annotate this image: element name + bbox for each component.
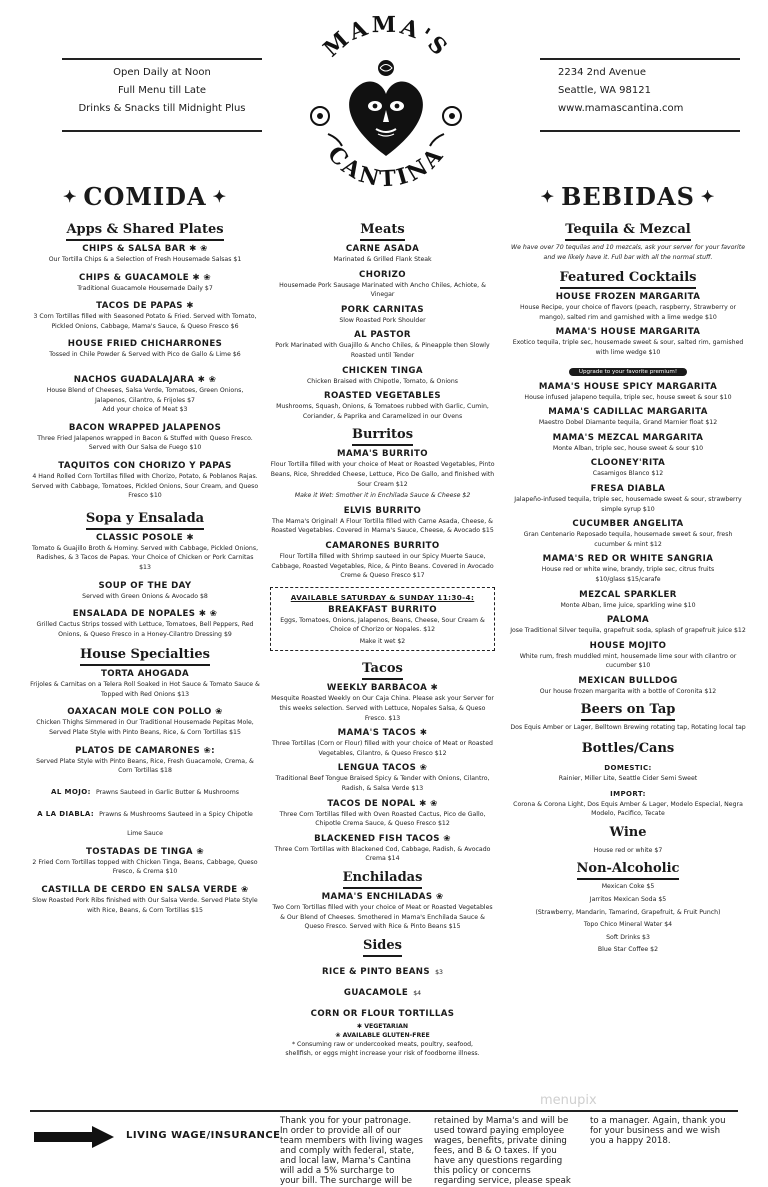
menu-item: TORTA AHOGADA Frijoles & Carnitas on a Telera Roll Soaked in Hot Sauce & Tomato Sauce & Topped with Red Onions $13 <box>30 669 260 698</box>
section-title-sides: Sides <box>270 938 495 953</box>
menu-item: WEEKLY BARBACOA ✱ Mesquite Roasted Weekly on Our Caja China. Please ask your Server for this weeks selection. Served with Lettuce, Nopales Salsa, & Queso Fresco. $13 <box>271 683 494 722</box>
import-beers: Corona & Corona Light, Dos Equis Amber & Lager, Modelo Especial, Negra Modelo, Pacifico, Tecate <box>513 800 743 818</box>
side-item: GUACAMOLE $4 <box>343 987 422 998</box>
menu-item: CAMARONES BURRITO Flour Tortilla filled with Shrimp sauteed in our Spicy Muerte Sauce, Cabbage, Roasted Vegetables, Rice, & Pinto Beans. Covered in Avocado Creme & Queso Fresco $17 <box>271 540 494 580</box>
heart-face-icon <box>298 6 474 202</box>
breakfast-burrito-extra: Make it wet $2 <box>359 637 406 645</box>
breakfast-burrito-desc: Eggs, Tomatoes, Onions, Jalapenos, Beans, Cheese, Sour Cream & Choice of Chorizo or Nopales. $12 <box>280 616 485 634</box>
section-title-bottles: Bottles/Cans <box>581 741 675 757</box>
menu-item: CHICKEN TINGA Chicken Braised with Chipotle, Tomato, & Onions <box>306 365 458 385</box>
drink-item: MAMA'S RED OR WHITE SANGRIA House red or white wine, brandy, triple sec, citrus fruits $10/glass $15/carafe <box>541 554 715 583</box>
section-title-nonalc: Non-Alcoholic <box>508 861 748 876</box>
menu-item: LENGUA TACOS ❀ Traditional Beef Tongue Braised Spicy & Tender with Onions, Cilantro, Radish, & Salsa Verde $13 <box>275 763 490 793</box>
menu-item: ENSALADA DE NOPALES ✱ ❀ Grilled Cactus Strips tossed with Lettuce, Tomatoes, Bell Peppers, Red Onions, & Queso Fresco in a Honey-Cilantro Dressing $9 <box>36 609 254 638</box>
drink-item: MAMA'S HOUSE MARGARITA Exotico tequila, triple sec, housemade sweet & sour, salted rim, garnished with lime wedge $10 Upgrade to your favorite premium! <box>512 327 744 375</box>
nonalc-item: Mexican Coke $5 <box>601 883 655 891</box>
menu-item: TACOS DE NOPAL ✱ ❀ Three Corn Tortillas filled with Oven Roasted Cactus, Pico de Gallo, Chipotle Crema Sauce, & Queso Fresco $12 <box>279 798 486 828</box>
bebidas-column <box>508 176 748 955</box>
header-rule-left-bottom <box>62 130 262 132</box>
menu-item: OAXACAN MOLE CON POLLO ❀ Chicken Thighs Simmered in Our Traditional Housemade Pepitas Mole, Served Plate Style with Pinto Beans, Rice, & Corn Tortillas $15 <box>36 707 254 737</box>
mamas-cantina-logo <box>298 6 474 202</box>
logo-bottom-text: CANTINA <box>322 141 450 193</box>
hours-block <box>62 64 262 118</box>
weekend-label: AVAILABLE SATURDAY & SUNDAY 11:30-4: <box>290 592 475 602</box>
bebidas-title-text: BEBIDAS <box>561 181 695 211</box>
section-title-beers: Beers on Tap <box>508 702 748 717</box>
domestic-label: DOMESTIC: <box>604 764 652 773</box>
logo-top-text: MAMA'S <box>318 11 454 63</box>
nonalc-item: Soft Drinks $3 <box>606 933 650 941</box>
mains-column <box>270 222 495 1058</box>
menu-item: MAMA'S ENCHILADAS ❀ Two Corn Tortillas filled with your choice of Meat or Roasted Vegetables & Our Blend of Cheeses. Smothered in Mama's Enchilada Sauce & Queso Fresco. Served with Rice & Pinto Beans $15 <box>272 892 493 931</box>
menu-item: NACHOS GUADALAJARA ✱ ❀ House Blend of Cheeses, Salsa Verde, Tomatoes, Green Onions, Jalapenos, Cilantro, & Frijoles $7 Add your choice of Meat $3 <box>46 374 244 414</box>
drink-item: CUCUMBER ANGELITA Gran Centenario Reposado tequila, housemade sweet & sour, fresh cucumber & mint $12 <box>523 519 733 548</box>
hours-line: Drinks & Snacks till Midnight Plus <box>78 103 246 114</box>
menu-item: AL PASTOR Pork Marinated with Guajillo & Ancho Chiles, & Pineapple then Slowly Roasted until Tender <box>275 330 490 359</box>
section-title-enchiladas: Enchiladas <box>270 870 495 885</box>
tequila-desc: We have over 70 tequilas and 10 mezcals, ask your server for your favorite and we likely have it. Full bar with all the normal stuff. <box>510 244 745 261</box>
star-icon: ✦ <box>212 186 228 206</box>
legend-vegetarian: ✱ VEGETARIAN <box>356 1022 409 1030</box>
premium-upgrade-badge: Upgrade to your favorite premium! <box>569 368 687 376</box>
header-rule-right-top <box>540 58 740 60</box>
menu-item: PORK CARNITAS Slow Roasted Pork Shoulder <box>339 304 426 324</box>
drink-item: PALOMA Jose Traditional Silver tequila, grapefruit soda, splash of grapefruit juice $12 <box>510 615 746 635</box>
section-title-tequila: Tequila & Mezcal <box>508 222 748 237</box>
menu-item: ROASTED VEGETABLES Mushrooms, Squash, Onions, & Tomatoes rubbed with Garlic, Cumin, Coriander, & Paprika and Caramelized in our Ovens <box>276 391 489 420</box>
menu-item: BACON WRAPPED JALAPENOS Three Fried Jalapenos wrapped in Bacon & Stuffed with Queso Fresco. Served with Our Salsa de Fuego $10 <box>37 422 253 452</box>
section-title-tacos: Tacos <box>270 661 495 676</box>
address-block <box>540 64 740 118</box>
svg-text:MAMA'S <box>318 12 453 63</box>
watermark: menupix <box>540 1093 597 1108</box>
section-title-meats: Meats <box>270 222 495 237</box>
menu-item: CHORIZO Housemade Pork Sausage Marinated with Ancho Chiles, Achiote, & Vinegar <box>279 269 486 299</box>
nonalc-item: Topo Chico Mineral Water $4 <box>583 921 673 929</box>
address-city: Seattle, WA 98121 <box>558 85 651 96</box>
weekend-breakfast-box <box>270 587 495 652</box>
raw-food-warning: * Consuming raw or undercooked meats, poultry, seafood, shellfish, or eggs might increase your risk of foodborne illness. <box>285 1040 480 1057</box>
menu-item: CARNE ASADA Marinated & Grilled Flank Steak <box>333 244 432 263</box>
import-label: IMPORT: <box>610 789 646 798</box>
menu-item: MAMA'S BURRITO Flour Tortilla filled with your choice of Meat or Roasted Vegetables, Pinto Beans, Rice, Shredded Cheese, Lettuce, Pico De Gallo, and finished with Sour Cream $12 Make it Wet: Smother it in Enchilada Sauce & Cheese $2 <box>270 449 495 500</box>
nonalc-item: Blue Star Coffee $2 <box>597 946 659 954</box>
comida-title-text: COMIDA <box>83 181 207 211</box>
menu-item: TOSTADAS DE TINGA ❀ 2 Fried Corn Tortillas topped with Chicken Tinga, Beans, Cabbage, Queso Fresco, & Crema $10 <box>32 846 258 876</box>
star-icon: ✦ <box>700 186 716 206</box>
menu-item: TAQUITOS CON CHORIZO Y PAPAS 4 Hand Rolled Corn Tortillas filled with Chorizo, Potato, & Poblanos Rajas. Served with Cabbage, Tomatoes, Pickled Onions, Sour Cream, and Queso Fresco $10 <box>31 460 259 500</box>
menu-item: CHIPS & SALSA BAR ✱ ❀ Our Tortilla Chips & a Selection of Fresh Housemade Salsas $1 <box>48 244 242 263</box>
website-link[interactable]: www.mamascantina.com <box>558 103 684 114</box>
section-title-burritos: Burritos <box>270 427 495 442</box>
star-icon: ✦ <box>540 186 556 206</box>
nonalc-item: (Strawberry, Mandarin, Tamarind, Grapefruit, & Fruit Punch) <box>535 908 721 916</box>
hours-line: Open Daily at Noon <box>113 67 211 78</box>
section-title-wine: Wine <box>609 824 647 840</box>
drink-item: MEXICAN BULLDOG Our house frozen margarita with a bottle of Coronita $12 <box>539 675 717 695</box>
footer-note-col2: retained by Mama's and will be used toward paying employee wages, benefits, private dining fees, and B & O taxes. If you have any questions regarding this policy or concerns regarding service, please speak <box>434 1116 571 1186</box>
drink-item: MEZCAL SPARKLER Monte Alban, lime juice, sparkling wine $10 <box>560 589 696 609</box>
hours-line: Full Menu till Late <box>117 85 207 96</box>
bebidas-title <box>508 176 748 216</box>
side-item: RICE & PINTO BEANS $3 <box>322 966 443 977</box>
menu-item: BLACKENED FISH TACOS ❀ Three Corn Tortillas with Blackened Cod, Cabbage, Radish, & Avocado Crema $14 <box>274 833 491 863</box>
menu-item: PLATOS DE CAMARONES ❀: Served Plate Style with Pinto Beans, Rice, Fresh Guacamole, Crema, & Corn Tortillas $18 <box>36 745 254 775</box>
arrow-right-icon <box>34 1126 114 1148</box>
breakfast-burrito-name: BREAKFAST BURRITO <box>328 604 437 615</box>
header-rule-right-bottom <box>540 130 740 132</box>
drink-item: MAMA'S MEZCAL MARGARITA Monte Alban, triple sec, house sweet & sour $10 <box>552 432 704 452</box>
address-street: 2234 2nd Avenue <box>558 67 647 78</box>
domestic-beers: Rainier, Miller Lite, Seattle Cider Semi Sweet <box>558 775 698 783</box>
section-title-sopa: Sopa y Ensalada <box>30 511 260 526</box>
comida-title <box>30 176 260 216</box>
drink-item: FRESA DIABLA Jalapeño-infused tequila, triple sec, housemade sweet & sour, strawberry simple syrup $10 <box>514 483 742 513</box>
menu-item: CLASSIC POSOLE ✱ Tomato & Guajillo Broth & Hominy. Served with Cabbage, Pickled Onions, Radishes, & 3 Tacos de Papas. Your Choice of Chicken or Pork Carnitas $13 <box>31 532 259 571</box>
menu-item: SOUP OF THE DAY Served with Green Onions & Avocado $8 <box>82 580 208 600</box>
menu-item: HOUSE FRIED CHICHARRONES Tossed in Chile Powder & Served with Pico de Gallo & Lime $6 <box>49 339 241 359</box>
header-rule-left-top <box>62 58 262 60</box>
living-wage-label: LIVING WAGE/INSURANCE <box>126 1130 281 1141</box>
side-item: CORN OR FLOUR TORTILLAS <box>310 1008 455 1019</box>
menu-item: ELVIS BURRITO The Mama's Original! A Flour Tortilla filled with Carne Asada, Cheese, & Roasted Vegetables. Covered in Mama's Sauce, Cheese, & Avocado $15 <box>271 505 494 535</box>
drink-item: HOUSE FROZEN MARGARITA House Recipe, your choice of flavors (peach, raspberry, Strawberry or mango), salted rim and garnished with a lime wedge $10 <box>519 292 737 321</box>
menu-item: CASTILLA DE CERDO EN SALSA VERDE ❀ Slow Roasted Pork Ribs finished with Our Salsa Verde. Served Plate Style with Rice, Beans, & Corn Tortillas $15 <box>32 885 258 914</box>
wine-desc: House red or white $7 <box>593 846 663 854</box>
menu-item: CHIPS & GUACAMOLE ✱ ❀ Traditional Guacamole Housemade Daily $7 <box>77 272 213 292</box>
section-title-apps: Apps & Shared Plates <box>30 222 260 237</box>
beers-desc: Dos Equis Amber or Lager, Belltown Brewing rotating tap, Rotating local tap <box>510 724 746 732</box>
menu-item: AL MOJO: Prawns Sauteed in Garlic Butter & Mushrooms <box>51 787 239 796</box>
drink-item: MAMA'S HOUSE SPICY MARGARITA House infused jalapeno tequila, triple sec, house sweet & sour $10 <box>524 381 732 401</box>
nonalc-item: Jarritos Mexican Soda $5 <box>589 896 667 904</box>
drink-item: HOUSE MOJITO White rum, fresh muddled mint, housemade lime sour with cilantro or cucumber $10 <box>519 640 737 670</box>
menu-item: TACOS DE PAPAS ✱ 3 Corn Tortillas filled with Seasoned Potato & Fried. Served with Tomato, Pickled Onions, Cabbage, Mama's Sauce, & Queso Fresco $6 <box>33 301 257 330</box>
drink-item: MAMA'S CADILLAC MARGARITA Maestro Dobel Diamante tequila, Grand Marnier float $12 <box>538 407 718 427</box>
footer-note-col1: Thank you for your patronage. In order to provide all of our team members with living wages and comply with federal, state, and local law, Mama's Cantina will add a 5% surcharge to your bill. The surcharge will be <box>280 1116 423 1186</box>
footer-rule <box>30 1110 738 1112</box>
menu-item: A LA DIABLA: Prawns & Mushrooms Sauteed in a Spicy Chipotle Lime Sauce <box>37 809 253 837</box>
drink-item: CLOONEY'RITA Casamigos Blanco $12 <box>590 458 666 478</box>
section-title-cocktails: Featured Cocktails <box>508 270 748 285</box>
menu-item: MAMA'S TACOS ✱ Three Tortillas (Corn or Flour) filled with your choice of Meat or Roasted Vegetables, Cilantro, & Queso Fresco $12 <box>272 728 493 757</box>
section-title-specialties: House Specialties <box>30 647 260 662</box>
legend-gluten-free: ❀ AVAILABLE GLUTEN-FREE <box>335 1031 430 1039</box>
comida-column <box>30 176 260 922</box>
footer-note-col3: to a manager. Again, thank you for your business and we wish you a happy 2018. <box>590 1116 726 1146</box>
star-icon: ✦ <box>62 186 78 206</box>
